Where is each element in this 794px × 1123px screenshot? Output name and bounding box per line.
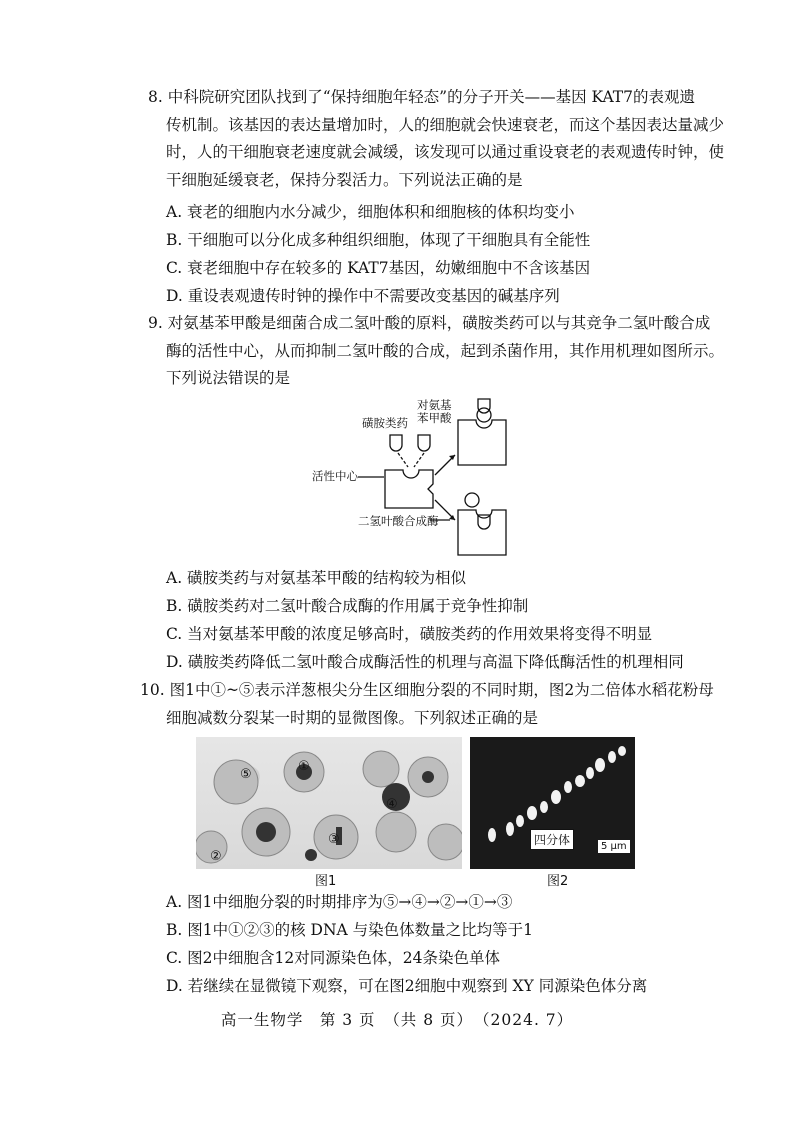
product-upper-shape	[478, 399, 490, 413]
sulfa-molecule-shape	[390, 435, 402, 451]
q8-option-c: C. 衰老细胞中存在较多的 KAT7基因，幼嫩细胞中不含该基因	[166, 259, 591, 277]
question-10	[140, 677, 720, 732]
paba-free-lower	[465, 493, 479, 507]
enzyme-inhibition-diagram	[300, 395, 530, 565]
q9-line: 下列说法错误的是	[166, 369, 291, 387]
q9-option-b: B. 磺胺类药对二氢叶酸合成酶的作用属于竞争性抑制	[166, 597, 529, 615]
q10-option-b: B. 图1中①②③的核 DNA 与染色体数量之比均等于1	[166, 921, 534, 939]
cell-label-1: ①	[298, 759, 310, 774]
figure-2-caption: 图2	[547, 874, 569, 889]
arrow-paba	[414, 453, 424, 467]
page-footer: 高一生物学 第 3 页 （共 8 页） （2024. 7）	[220, 1011, 574, 1029]
q8-option-a: A. 衰老的细胞内水分减少，细胞体积和细胞核的体积均变小	[166, 203, 575, 221]
enzyme-upper-shape	[458, 420, 506, 465]
tetrad-label: 四分体	[530, 829, 574, 850]
cells-drawing	[196, 737, 462, 869]
cell-label-4: ④	[386, 797, 398, 812]
q10-option-c: C. 图2中细胞含12对同源染色体，24条染色单体	[166, 949, 500, 967]
label-active-site: 活性中心	[312, 469, 358, 483]
arrow-sulfa	[398, 453, 408, 467]
cell-label-2: ②	[210, 849, 222, 864]
figure-1-caption: 图1	[315, 874, 337, 889]
q10-line: 细胞减数分裂某一时期的显微图像。下列叙述正确的是	[166, 708, 539, 727]
q8-line: 干细胞延缓衰老，保持分裂活力。下列说法正确的是	[166, 170, 523, 189]
label-enzyme: 二氢叶酸合成酶	[358, 514, 439, 528]
q10-option-d: D. 若继续在显微镜下观察，可在图2细胞中观察到 XY 同源染色体分离	[166, 977, 648, 995]
q9-line: 9. 对氨基苯甲酸是细菌合成二氢叶酸的原料，磺胺类药可以与其竞争二氢叶酸合成	[148, 314, 711, 332]
q9-option-d: D. 磺胺类药降低二氢叶酸合成酶活性的机理与高温下降低酶活性的机理相同	[166, 653, 684, 671]
label-paba-2: 苯甲酸	[417, 411, 452, 425]
q10-line: 10. 图1中①~⑤表示洋葱根尖分生区细胞分裂的不同时期，图2为二倍体水稻花粉母	[140, 681, 714, 699]
label-paba-1: 对氨基	[417, 398, 452, 412]
q8-line: 8. 中科院研究团队找到了“保持细胞年轻态”的分子开关——基因 KAT7的表观遗	[148, 88, 695, 106]
q8-option-b: B. 干细胞可以分化成多种组织细胞，体现了干细胞具有全能性	[166, 231, 591, 249]
q8-option-d: D. 重设表观遗传时钟的操作中不需要改变基因的碱基序列	[166, 287, 560, 305]
enzyme-center-shape	[385, 470, 433, 508]
q8-line: 传机制。该基因的表达量增加时，人的细胞就会快速衰老，而这个基因表达量减少	[166, 115, 725, 134]
q9-option-a: A. 磺胺类药与对氨基苯甲酸的结构较为相似	[166, 569, 467, 587]
q8-line: 时，人的干细胞衰老速度就会减缓，该发现可以通过重设衰老的表观遗传时钟，使	[166, 143, 725, 161]
q9-line: 酶的活性中心，从而抑制二氢叶酸的合成，起到杀菌作用，其作用机理如图所示。	[166, 341, 725, 360]
enzyme-lower-shape	[458, 510, 506, 555]
q10-option-a: A. 图1中细胞分裂的时期排序为⑤→④→②→①→③	[166, 893, 513, 911]
paba-molecule-shape	[418, 435, 430, 451]
question-8	[148, 84, 728, 194]
onion-root-tip-micrograph	[196, 737, 462, 869]
cell-label-3: ③	[328, 832, 340, 847]
scale-bar-label: 5 μm	[598, 840, 630, 853]
q9-option-c: C. 当对氨基苯甲酸的浓度足够高时，磺胺类药的作用效果将变得不明显	[166, 625, 653, 643]
question-9	[148, 310, 728, 393]
label-sulfa: 磺胺类药	[362, 416, 408, 430]
cell-label-5: ⑤	[240, 767, 252, 782]
